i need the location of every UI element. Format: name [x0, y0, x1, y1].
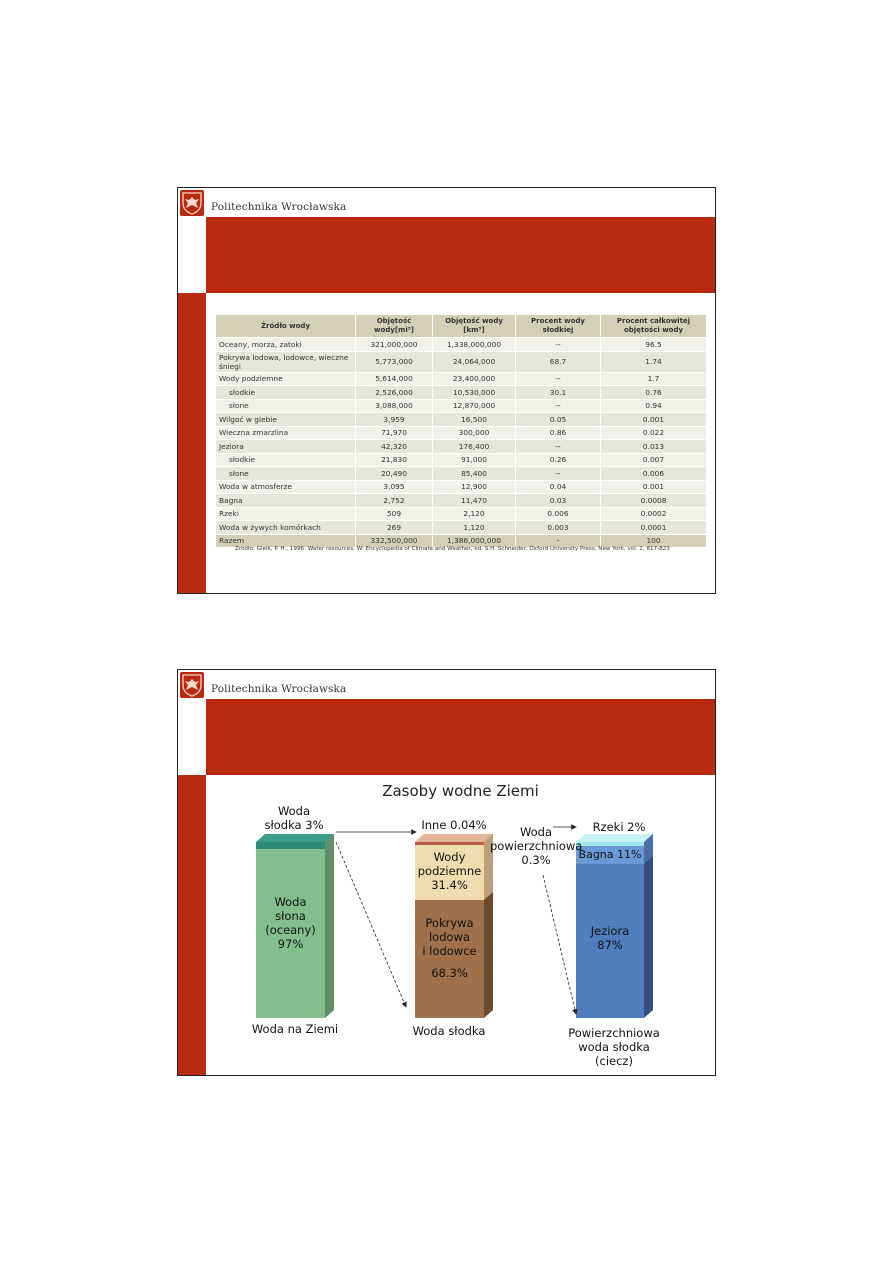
- cell-volume-km3: 1,338,000,000: [433, 338, 516, 352]
- cell-total-percent: 0.007: [601, 453, 707, 467]
- column-header-km3: Objętość wody [km³]: [433, 315, 516, 338]
- table-row: [216, 372, 707, 386]
- cell-source: Rzeki: [216, 507, 356, 521]
- cell-volume-mi3: 21,830: [356, 453, 433, 467]
- cell-source: słone: [216, 399, 356, 413]
- cell-volume-mi3: 3,095: [356, 480, 433, 494]
- cell-source: Razem: [216, 534, 356, 548]
- left-accent-strip: [178, 293, 206, 593]
- label-lakes-87: Jeziora 87%: [590, 924, 630, 952]
- label-freshwater-3: Woda słodka 3%: [264, 804, 324, 832]
- slide-header: [178, 188, 715, 216]
- eagle-crest-logo-icon: [180, 190, 204, 216]
- label-rivers-2: Rzeki 2%: [592, 820, 646, 834]
- title-band: [206, 217, 715, 293]
- caption-fresh-water: Woda słodka: [412, 1024, 486, 1038]
- cell-volume-km3: 12,870,000: [433, 399, 516, 413]
- label-swamps-11: Bagna 11%: [578, 848, 642, 861]
- cell-fresh-percent: 0.03: [516, 494, 601, 508]
- cell-fresh-percent: 0.003: [516, 521, 601, 535]
- cell-total-percent: 0.001: [601, 413, 707, 427]
- cell-source: Oceany, morza, zatoki: [216, 338, 356, 352]
- diagram-title: Zasoby wodne Ziemi: [382, 782, 539, 800]
- cell-volume-mi3: 321,000,000: [356, 338, 433, 352]
- cell-fresh-percent: --: [516, 338, 601, 352]
- cell-source: słodkie: [216, 386, 356, 400]
- table-row: [216, 453, 707, 467]
- cell-total-percent: 0.022: [601, 426, 707, 440]
- table-row: [216, 351, 707, 372]
- cell-volume-km3: 1,386,000,000: [433, 534, 516, 548]
- water-sources-table-container: [215, 314, 707, 548]
- cell-volume-km3: 12,900: [433, 480, 516, 494]
- label-ice-68-3: Pokrywa lodowa i lodowce 68.3%: [422, 916, 477, 980]
- cell-source: Woda w żywych komórkach: [216, 521, 356, 535]
- cell-fresh-percent: -: [516, 534, 601, 548]
- label-surface-water-0-3: Woda powierzchniowa 0.3%: [490, 825, 583, 867]
- cell-volume-mi3: 5,614,000: [356, 372, 433, 386]
- cell-volume-mi3: 20,490: [356, 467, 433, 481]
- label-groundwater-31-4: Wody podziemne 31.4%: [417, 850, 482, 892]
- cell-volume-km3: 91,000: [433, 453, 516, 467]
- cell-volume-km3: 176,400: [433, 440, 516, 454]
- bar2-top: [415, 834, 493, 842]
- bar3-rivers-segment: [576, 842, 644, 846]
- cell-volume-mi3: 332,500,000: [356, 534, 433, 548]
- cell-total-percent: 1.7: [601, 372, 707, 386]
- table-body: [216, 338, 707, 548]
- table-row: [216, 426, 707, 440]
- cell-volume-mi3: 3,088,000: [356, 399, 433, 413]
- cell-volume-km3: 2,120: [433, 507, 516, 521]
- cell-volume-km3: 24,064,000: [433, 351, 516, 372]
- cell-fresh-percent: --: [516, 399, 601, 413]
- cell-fresh-percent: 68.7: [516, 351, 601, 372]
- table-row: [216, 413, 707, 427]
- cell-source: Woda w atmosferze: [216, 480, 356, 494]
- cell-fresh-percent: 0.26: [516, 453, 601, 467]
- table-row: [216, 338, 707, 352]
- bar2-other-segment: [415, 842, 484, 845]
- source-note: Źródło: Gleik, P. H., 1996: Water resources. W: Encyclopedia of Climate and Weather, ed. S.H. Schneider, Oxford University Press, New York, vol. 2, 817-823: [235, 546, 670, 552]
- column-header-fresh-percent: Procent wody słodkiej: [516, 315, 601, 338]
- cell-total-percent: 0.013: [601, 440, 707, 454]
- label-other-0-04: Inne 0.04%: [421, 818, 487, 832]
- slide-water-resources-diagram: [177, 669, 716, 1076]
- cell-source: Pokrywa lodowa, lodowce, wieczne śniegi: [216, 351, 356, 372]
- cell-volume-mi3: 269: [356, 521, 433, 535]
- bar1-freshwater-segment: [256, 842, 325, 849]
- cell-volume-km3: 85,400: [433, 467, 516, 481]
- cell-volume-mi3: 42,320: [356, 440, 433, 454]
- cell-fresh-percent: 0.006: [516, 507, 601, 521]
- cell-source: słodkie: [216, 453, 356, 467]
- cell-volume-km3: 10,530,000: [433, 386, 516, 400]
- bar3-top: [576, 834, 653, 842]
- cell-total-percent: 96.5: [601, 338, 707, 352]
- cell-volume-km3: 11,470: [433, 494, 516, 508]
- cell-total-percent: 0.001: [601, 480, 707, 494]
- caption-earth-water: Woda na Ziemi: [251, 1022, 339, 1036]
- column-header-total-percent: Procent całkowitej objętości wody: [601, 315, 707, 338]
- table-row: [216, 507, 707, 521]
- label-saltwater-97: Woda słona (oceany) 97%: [265, 895, 316, 951]
- cell-total-percent: 1.74: [601, 351, 707, 372]
- cell-total-percent: 0.76: [601, 386, 707, 400]
- table-row: [216, 467, 707, 481]
- cell-volume-km3: 16,500: [433, 413, 516, 427]
- cell-volume-mi3: 2,526,000: [356, 386, 433, 400]
- cell-volume-mi3: 509: [356, 507, 433, 521]
- cell-fresh-percent: --: [516, 440, 601, 454]
- cell-volume-mi3: 3,959: [356, 413, 433, 427]
- cell-fresh-percent: --: [516, 372, 601, 386]
- table-row: [216, 386, 707, 400]
- bar1-side: [325, 834, 334, 1018]
- cell-volume-km3: 1,120: [433, 521, 516, 535]
- column-header-mi3: Objętość wody[mi³]: [356, 315, 433, 338]
- cell-source: Wilgoć w glebie: [216, 413, 356, 427]
- cell-total-percent: 0.94: [601, 399, 707, 413]
- table-row: [216, 494, 707, 508]
- cell-volume-km3: 23,400,000: [433, 372, 516, 386]
- brand-name: Politechnika Wrocławska: [211, 201, 347, 213]
- table-row: [216, 440, 707, 454]
- cell-source: Wieczna zmarzlina: [216, 426, 356, 440]
- cell-total-percent: 0.0002: [601, 507, 707, 521]
- cell-fresh-percent: 0.86: [516, 426, 601, 440]
- table-row: [216, 480, 707, 494]
- slide-water-table: [177, 187, 716, 594]
- cell-total-percent: 0.006: [601, 467, 707, 481]
- cell-volume-mi3: 5,773,000: [356, 351, 433, 372]
- table-row: [216, 521, 707, 535]
- cell-total-percent: 100: [601, 534, 707, 548]
- cell-volume-km3: 300,000: [433, 426, 516, 440]
- cell-source: Bagna: [216, 494, 356, 508]
- cell-fresh-percent: --: [516, 467, 601, 481]
- bar1-top: [256, 834, 334, 842]
- cell-total-percent: 0.0001: [601, 521, 707, 535]
- cell-fresh-percent: 0.04: [516, 480, 601, 494]
- cell-source: Jeziora: [216, 440, 356, 454]
- water-sources-table: [215, 314, 707, 548]
- cell-volume-mi3: 2,752: [356, 494, 433, 508]
- brand-name: Politechnika Wrocławska: [211, 683, 347, 695]
- table-row: [216, 399, 707, 413]
- cell-total-percent: 0.0008: [601, 494, 707, 508]
- caption-surface-fresh-water: Powierzchniowa woda słodka (ciecz): [568, 1026, 660, 1068]
- cell-source: Wody podziemne: [216, 372, 356, 386]
- column-header-source: Źródło wody: [216, 315, 356, 338]
- cell-fresh-percent: 0.05: [516, 413, 601, 427]
- cell-volume-mi3: 71,970: [356, 426, 433, 440]
- arrow-to-freshwater-bottom: [336, 842, 406, 1007]
- arrow-to-surface-bottom: [543, 875, 576, 1014]
- cell-fresh-percent: 30.1: [516, 386, 601, 400]
- cell-source: słone: [216, 467, 356, 481]
